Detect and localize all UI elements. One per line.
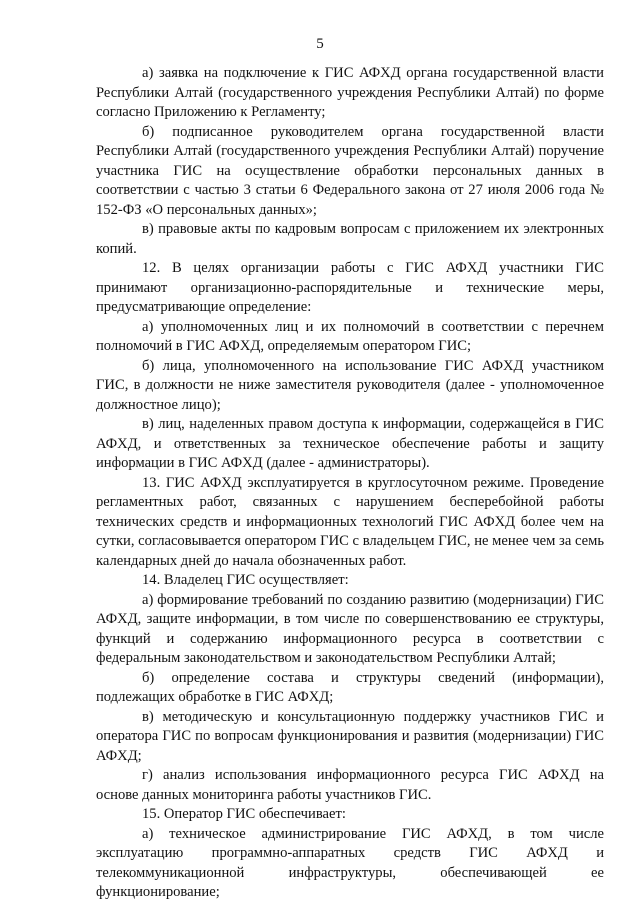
paragraph-14c: в) методическую и консультационную поддержку участников ГИС и оператора ГИС по вопросам функционирования и развития (модернизации) ГИС АФХД; (96, 708, 604, 764)
paragraph-signed-order: б) подписанное руководителем органа государственной власти Республики Алтай (государственного учреждения Республики Алтай) поручение участника ГИС на осуществление обработки персональных данных в соответствии с частью 3 статьи 6 Федерального закона от 27 июля 2006 года № 152-ФЗ «О персональных данных»; (96, 123, 604, 218)
paragraph-application: а) заявка на подключение к ГИС АФХД органа государственной власти Республики Алтай (государственного учреждения Республики Алтай) по форме согласно Приложению к Регламенту; (96, 65, 604, 120)
paragraph-14a: а) формирование требований по созданию развитию (модернизации) ГИС АФХД, защите информации, в том числе по совершенствованию ее структуры, функций и содержанию информационного ресурса в соответствии с федеральным законодательством и законодательством Республики Алтай; (96, 591, 604, 666)
paragraph-12a: а) уполномоченных лиц и их полномочий в соответствии с перечнем полномочий в ГИС АФХД, определяемым оператором ГИС; (96, 318, 604, 354)
paragraph-14b: б) определение состава и структуры сведений (информации), подлежащих обработке в ГИС АФХД; (96, 669, 604, 705)
paragraph-item-13: 13. ГИС АФХД эксплуатируется в круглосуточном режиме. Проведение регламентных работ, связанных с нарушением бесперебойной работы технических средств и информационных технологий ГИС АФХД более чем на сутки, согласовывается оператором ГИС с владельцем ГИС, не менее чем за семь календарных дней до начала обозначенных работ. (96, 474, 604, 569)
paragraph-item-14: 14. Владелец ГИС осуществляет: (142, 572, 349, 588)
page-number: 5 (316, 36, 324, 52)
document-body (96, 64, 604, 903)
paragraph-item-12: 12. В целях организации работы с ГИС АФХД участники ГИС принимают организационно-распорядительные и технические меры, предусматривающие определение: (96, 260, 604, 315)
paragraph-item-15: 15. Оператор ГИС обеспечивает: (142, 806, 346, 822)
paragraph-15a: а) техническое администрирование ГИС АФХД, в том числе эксплуатацию программно-аппаратных средств ГИС АФХД и телекоммуникационной инфраструктуры, обеспечивающей ее функционирование; (96, 825, 604, 900)
paragraph-legal-acts: в) правовые акты по кадровым вопросам с приложением их электронных копий. (96, 221, 604, 257)
paragraph-12b: б) лица, уполномоченного на использование ГИС АФХД участником ГИС, в должности не ниже заместителя руководителя (далее - уполномоченное должностное лицо); (96, 357, 604, 413)
paragraph-12c: в) лиц, наделенных правом доступа к информации, содержащейся в ГИС АФХД, и ответственных за техническое обеспечение работы и защиту информации в ГИС АФХД (далее - администраторы). (96, 416, 604, 471)
paragraph-14d: г) анализ использования информационного ресурса ГИС АФХД на основе данных мониторинга работы участников ГИС. (96, 767, 604, 803)
